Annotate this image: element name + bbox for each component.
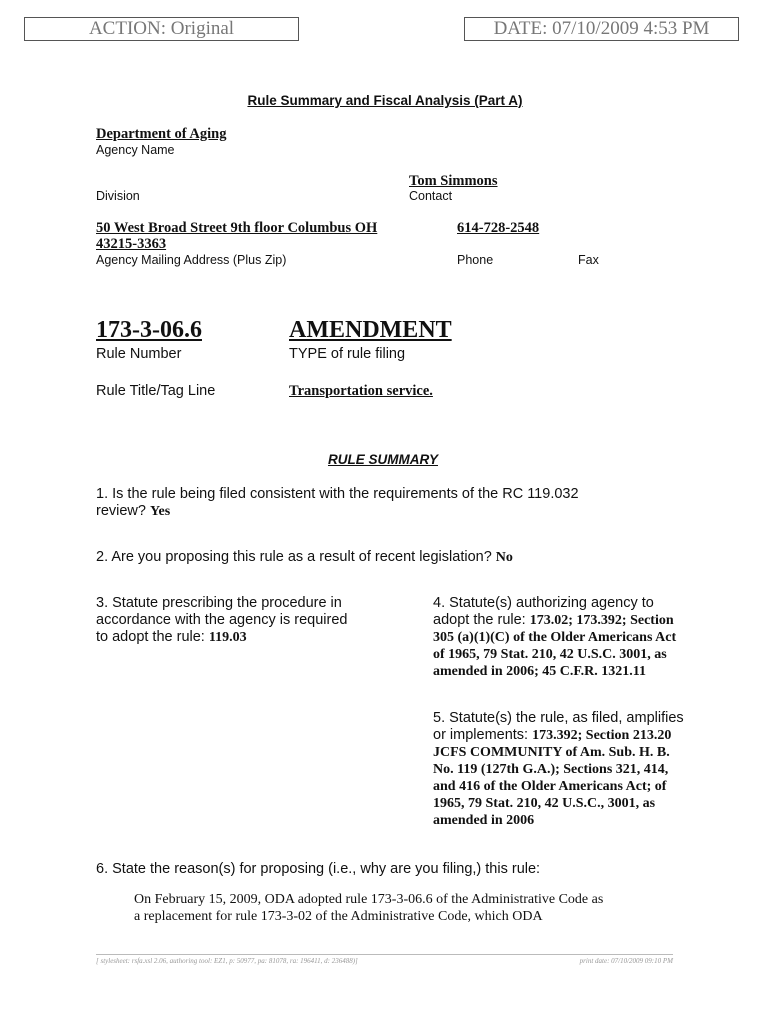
question-4-line1: 4. Statute(s) authorizing agency to [433,595,654,611]
rule-title: Transportation service. [289,383,433,399]
question-6-answer-line2: a replacement for rule 173-3-02 of the Administrative Code, which ODA [134,909,543,924]
agency-phone: 614-728-2548 [457,220,540,236]
question-4-answer-line2: 305 (a)(1)(C) of the Older Americans Act [433,630,677,645]
question-4 [433,595,733,680]
question-4-answer-line1: 173.02; 173.392; Section [529,613,674,628]
footer-print-date: print date: 07/10/2009 09:10 PM [579,957,673,965]
page-title: Rule Summary and Fiscal Analysis (Part A) [247,93,523,108]
agency-name: Department of Aging [96,126,227,142]
date-box [464,17,739,41]
question-4-line2 [433,612,733,629]
question-4-answer-line4: amended in 2006; 45 C.F.R. 1321.11 [433,664,647,679]
question-5-answer-line3: No. 119 (127th G.A.); Sections 321, 414, [433,762,669,777]
question-1-line2 [96,503,579,520]
question-5-line2 [433,727,733,744]
action-box [24,17,299,41]
footer-divider [96,954,673,955]
question-5-answer-line5: 1965, 79 Stat. 210, 42 U.S.C., 3001, as [433,796,656,811]
division-label: Division [96,189,140,203]
question-3-text: to adopt the rule: [96,629,205,645]
agency-address-line2: 43215-3363 [96,236,167,252]
question-1-text: review? [96,503,146,519]
question-5-answer-line2: JCFS COMMUNITY of Am. Sub. H. B. [433,745,670,760]
question-5-line1: 5. Statute(s) the rule, as filed, amplifies [433,710,684,726]
fax-label: Fax [578,253,599,267]
question-1 [96,486,579,520]
address-label: Agency Mailing Address (Plus Zip) [96,253,287,267]
question-6: 6. State the reason(s) for proposing (i.e., why are you filing,) this rule: [96,861,541,877]
agency-address-line1: 50 West Broad Street 9th floor Columbus OH [96,220,378,236]
rule-summary-heading: RULE SUMMARY [327,452,438,467]
question-3 [96,595,406,646]
question-2 [96,549,513,566]
question-5 [433,710,733,829]
question-2-text: 2. Are you proposing this rule as a result of recent legislation? [96,549,492,565]
question-1-line1: 1. Is the rule being filed consistent with the requirements of the RC 119.032 [96,486,579,502]
rule-type: AMENDMENT [289,317,452,343]
rule-number-label: Rule Number [96,346,182,362]
question-6-answer-line1: On February 15, 2009, ODA adopted rule 173-3-06.6 of the Administrative Code as [134,892,604,907]
rule-number: 173-3-06.6 [96,317,202,343]
question-3-answer: 119.03 [208,630,247,645]
question-3-line3 [96,629,406,646]
phone-label: Phone [457,253,494,267]
agency-name-label: Agency Name [96,143,175,157]
rule-title-label: Rule Title/Tag Line [96,383,216,399]
question-4-answer-line3: of 1965, 79 Stat. 210, 42 U.S.C. 3001, as [433,647,667,662]
question-5-answer-line1: 173.392; Section 213.20 [532,728,672,743]
footer-stylesheet-info: [ stylesheet: rsfa.xsl 2.06, authoring tool: EZ1, p: 50977, pa: 81078, ra: 196411, d: 236488)] [96,957,358,965]
question-2-answer: No [495,550,513,565]
date-text: DATE: 07/10/2009 4:53 PM [493,18,710,39]
question-5-answer-line6: amended in 2006 [433,813,535,828]
rule-type-label: TYPE of rule filing [289,346,406,362]
contact-label: Contact [409,189,453,203]
question-5-text: or implements: [433,727,529,743]
question-3-line1: 3. Statute prescribing the procedure in [96,595,342,611]
question-6-answer [134,891,603,925]
contact-name: Tom Simmons [409,173,498,189]
question-5-answer-line4: and 416 of the Older Americans Act; of [433,779,667,794]
action-text: ACTION: Original [88,18,235,39]
question-1-answer: Yes [150,504,171,519]
question-4-text: adopt the rule: [433,612,526,628]
question-3-line2: accordance with the agency is required [96,612,348,628]
